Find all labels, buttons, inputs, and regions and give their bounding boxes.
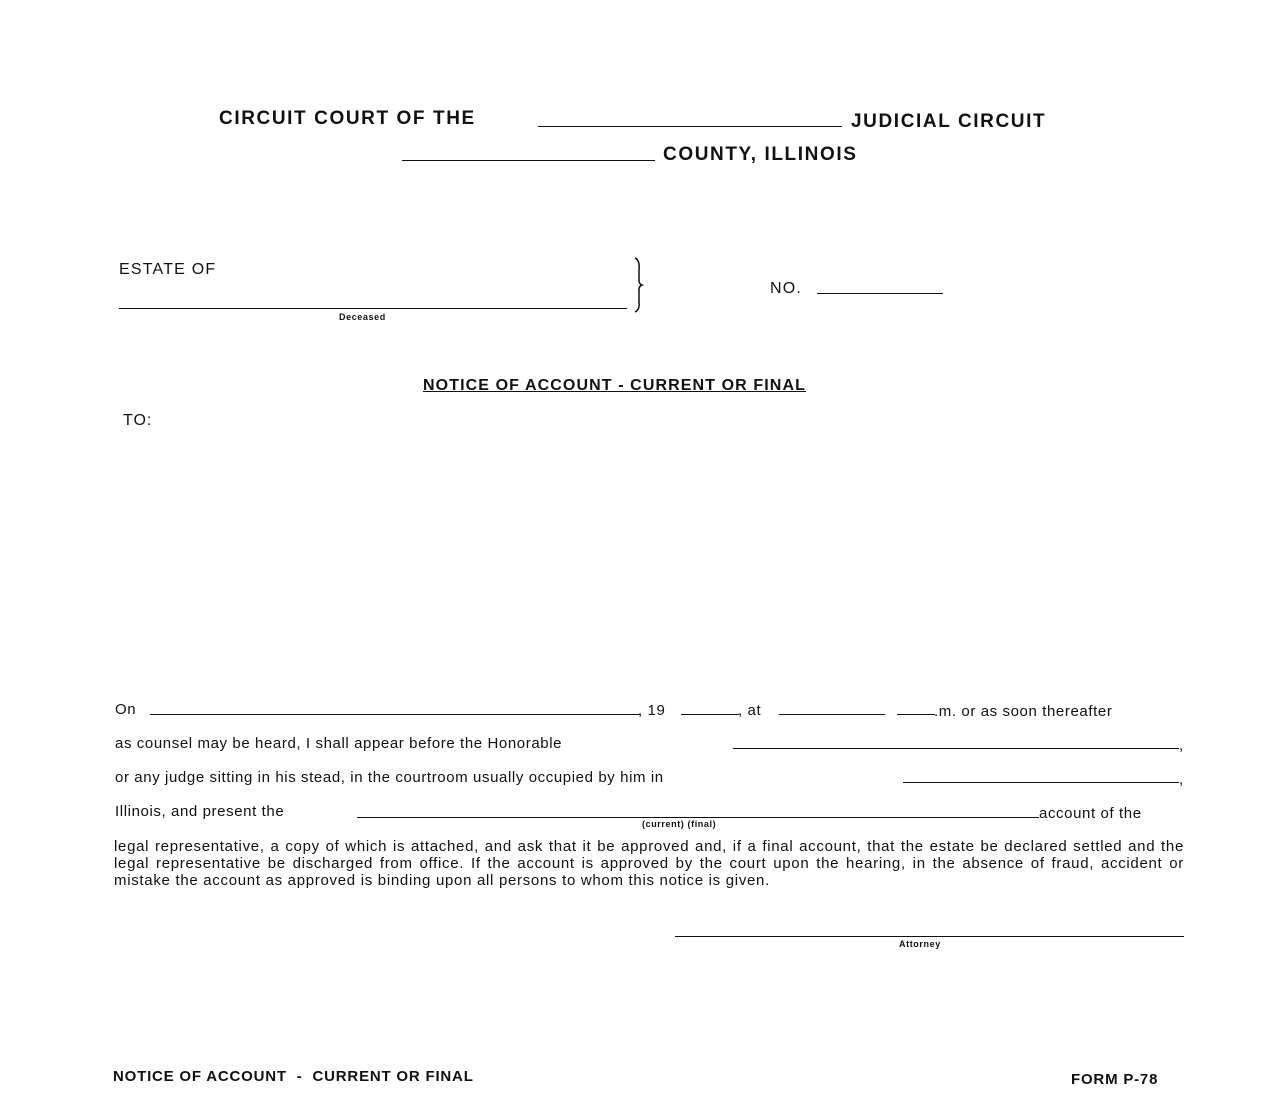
judicial-circuit-label: JUDICIAL CIRCUIT <box>851 111 1047 132</box>
notice-title: NOTICE OF ACCOUNT - CURRENT OR FINAL <box>423 377 806 394</box>
county-label: COUNTY, ILLINOIS <box>663 144 858 165</box>
time-suffix: .m. or as soon thereafter <box>934 703 1113 720</box>
judge-name-field[interactable] <box>733 748 1179 749</box>
deceased-name-field[interactable] <box>119 308 627 309</box>
present-text: Illinois, and present the <box>115 803 285 820</box>
brace-icon <box>630 256 646 314</box>
court-heading: CIRCUIT COURT OF THE <box>219 108 476 129</box>
courtroom-text: or any judge sitting in his stead, in the courtroom usually occupied by him in <box>115 769 664 786</box>
account-of-text: account of the <box>1039 805 1142 822</box>
time-field[interactable] <box>779 714 885 715</box>
year-prefix: , 19 <box>638 702 666 719</box>
attorney-label: Attorney <box>899 939 941 949</box>
deceased-label: Deceased <box>339 312 386 322</box>
year-field[interactable] <box>681 714 739 715</box>
form-number: FORM P-78 <box>1071 1071 1159 1088</box>
estate-of-label: ESTATE OF <box>119 261 217 278</box>
case-number-field[interactable] <box>817 293 943 294</box>
notice-paragraph: legal representative, a copy of which is attached, and ask that it be approved and, if a final account, that the estate be declared settled and the legal representative be discharged from office. If the account is approved by the court upon the hearing, in the absence of fraud, accident or mistake the account as approved is binding upon all persons to whom this notice is given. <box>114 838 1184 889</box>
comma: , <box>1179 771 1184 788</box>
to-label: TO: <box>123 412 153 429</box>
circuit-number-field[interactable] <box>538 126 842 127</box>
account-type-field[interactable] <box>357 817 1039 818</box>
courtroom-location-field[interactable] <box>903 782 1179 783</box>
on-label: On <box>115 701 137 718</box>
case-number-label: NO. <box>770 280 803 297</box>
am-pm-field[interactable] <box>897 714 935 715</box>
county-field[interactable] <box>402 160 655 161</box>
at-label: , at <box>738 702 762 719</box>
honorable-text: as counsel may be heard, I shall appear before the Honorable <box>115 735 563 752</box>
date-field[interactable] <box>150 714 640 715</box>
footer-title: NOTICE OF ACCOUNT - CURRENT OR FINAL <box>113 1068 474 1085</box>
current-final-hint: (current) (final) <box>642 819 717 829</box>
comma: , <box>1179 737 1184 754</box>
attorney-signature-field[interactable] <box>675 936 1184 937</box>
